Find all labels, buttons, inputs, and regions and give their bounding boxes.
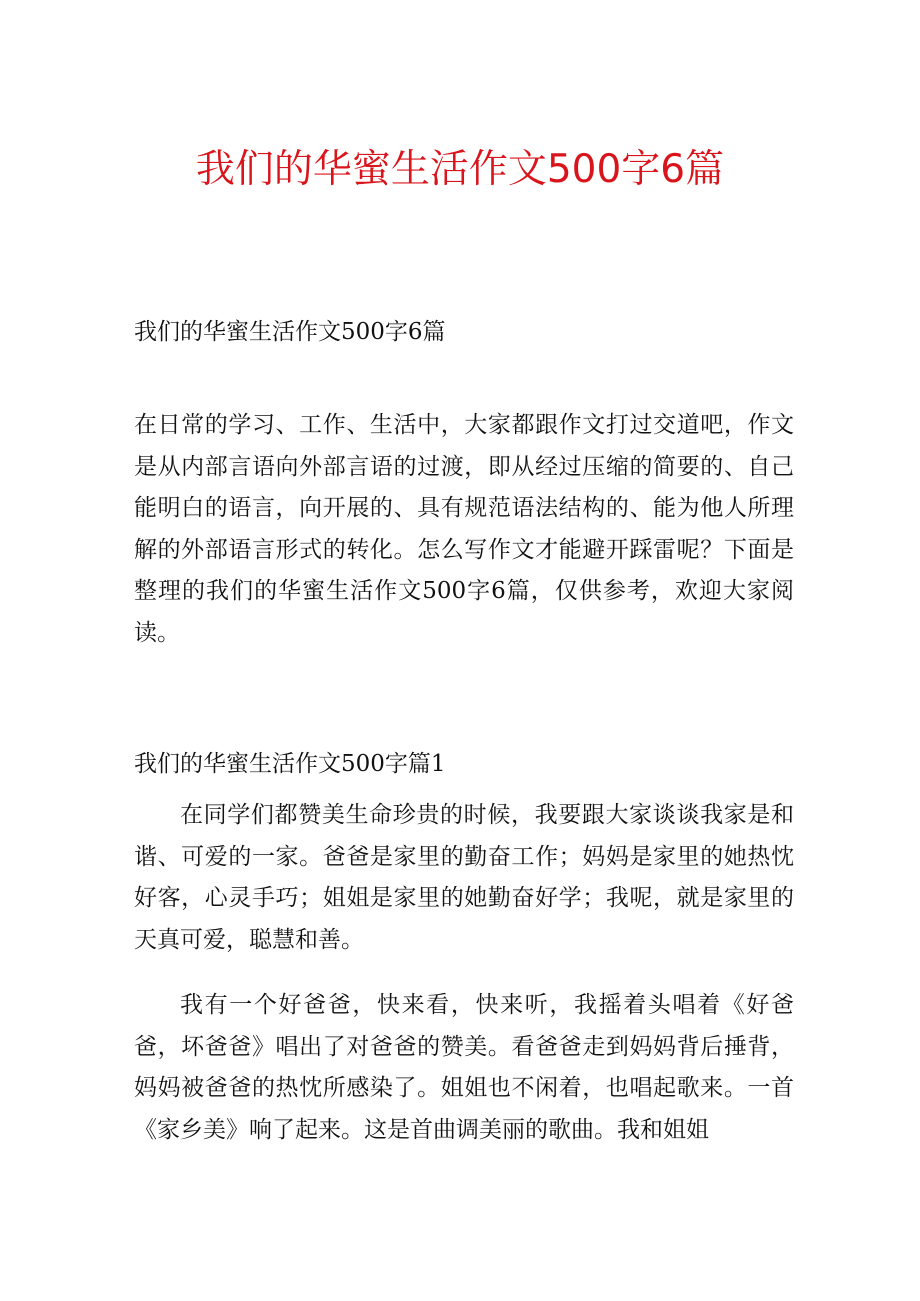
section-heading: 我们的华蜜生活作文500字篇1	[134, 751, 446, 777]
body-paragraph: 在同学们都赞美生命珍贵的时候，我要跟大家谈谈我家是和谐、可爱的一家。爸爸是家里的勤奋工作；妈妈是家里的她热忱好客，心灵手巧；姐姐是家里的她勤奋好学；我呢，就是家里的天真可爱，聪慧和善。	[134, 802, 794, 953]
document-subtitle: 我们的华蜜生活作文500字6篇	[134, 319, 446, 345]
document-title: 我们的华蜜生活作文500字6篇	[195, 147, 725, 192]
intro-paragraph: 在日常的学习、工作、生活中，大家都跟作文打过交道吧，作文是从内部言语向外部言语的过渡，即从经过压缩的简要的、自己能明白的语言，向开展的、具有规范语法结构的、能为他人所理解的外部语言形式的转化。怎么写作文才能避开踩雷呢？下面是整理的我们的华蜜生活作文500字6篇，仅供参考，欢迎大家阅读。	[134, 412, 794, 646]
body-paragraph: 我有一个好爸爸，快来看，快来听，我摇着头唱着《好爸爸，坏爸爸》唱出了对爸爸的赞美。看爸爸走到妈妈背后捶背，妈妈被爸爸的热忱所感染了。姐姐也不闲着，也唱起歌来。一首《家乡美》响了起来。这是首曲调美丽的歌曲。我和姐姐	[134, 992, 794, 1143]
